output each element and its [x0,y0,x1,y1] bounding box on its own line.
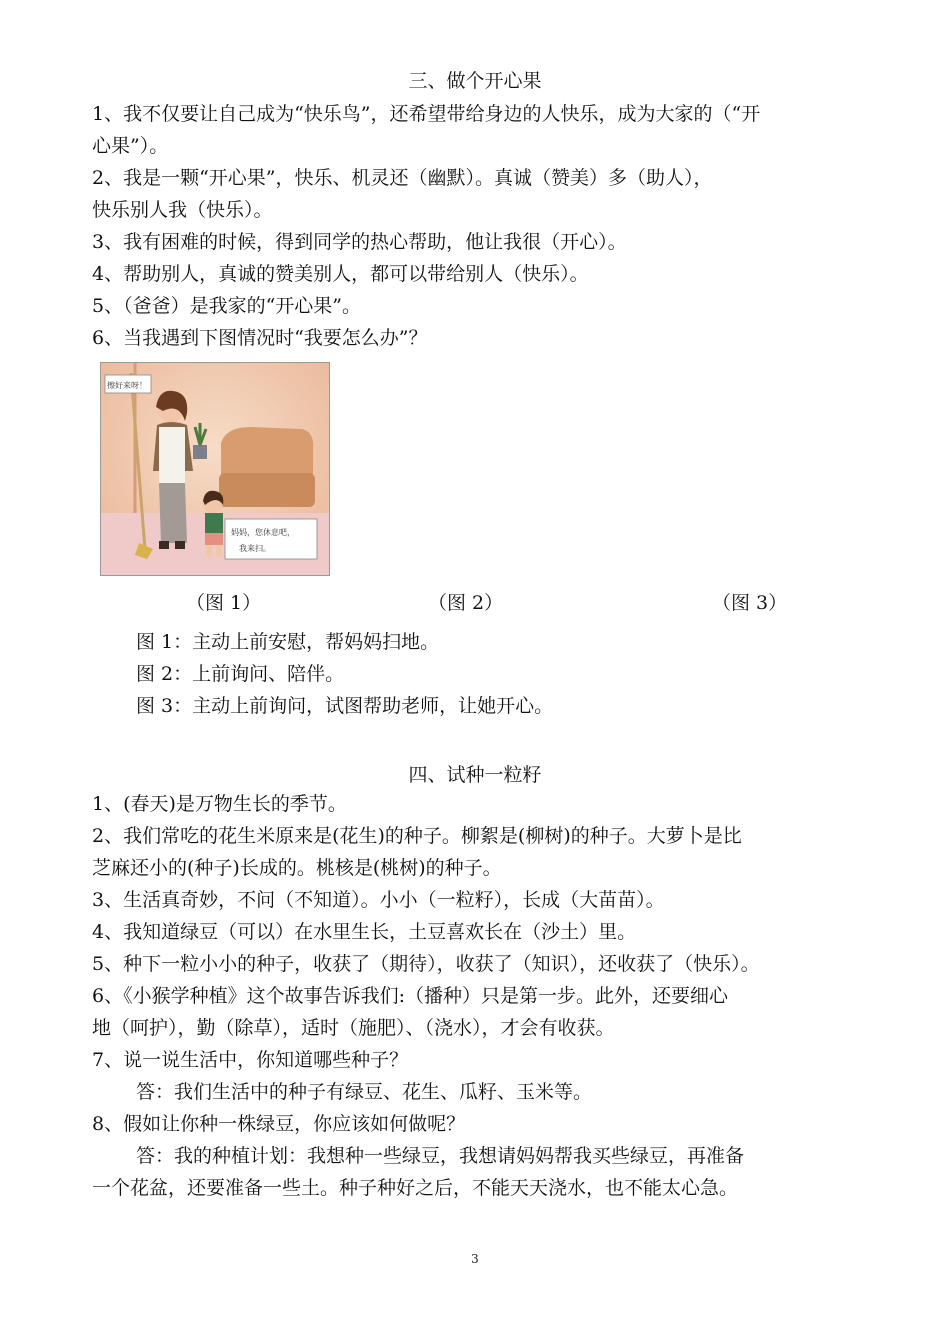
text-line: 6、当我遇到下图情况时“我要怎么办”？ [92,327,428,349]
bubble-text-bottom-2: 我来扫。 [239,544,271,553]
text-line: 5、种下一粒小小的种子，收获了（期待），收获了（知识），还收获了（快乐）。 [92,953,760,975]
text-line: 8、假如让你种一株绿豆，你应该如何做呢？ [92,1113,466,1135]
figure-caption-1: （图 1） [186,592,262,614]
text-line: 地（呵护），勤（除草），适时（施肥）、（浇水），才会有收获。 [92,1017,615,1039]
answer-line: 图 3：主动上前询问，试图帮助老师，让她开心。 [136,695,554,717]
illustration-drawing [101,363,329,575]
text-line: 芝麻还小的(种子)长成的。桃核是(桃树)的种子。 [92,857,502,879]
figure-caption-3: （图 3） [712,592,788,614]
text-line: 快乐别人我（快乐）。 [92,199,273,221]
section-title: 三、做个开心果 [408,70,542,92]
answer-line: 答：我们生活中的种子有绿豆、花生、瓜籽、玉米等。 [136,1081,593,1103]
bubble-text-top: 擦好来呀！ [107,381,147,390]
text-line: 7、说一说生活中，你知道哪些种子？ [92,1049,409,1071]
page-number: 3 [471,1252,479,1266]
text-line: 3、我有困难的时候，得到同学的热心帮助，他让我很（开心）。 [92,231,627,253]
text-line: 一个花盆，还要准备一些土。种子种好之后，不能天天浇水，也不能太心急。 [92,1177,739,1199]
text-line: 4、我知道绿豆（可以）在水里生长，土豆喜欢长在（沙土）里。 [92,921,637,943]
answer-line: 答：我的种植计划：我想种一些绿豆，我想请妈妈帮我买些绿豆，再准备 [136,1145,745,1167]
text-line: 4、帮助别人，真诚的赞美别人，都可以带给别人（快乐）。 [92,263,589,285]
answer-line: 图 2：上前询问、陪伴。 [136,663,345,685]
text-line: 2、我是一颗“开心果”，快乐、机灵还（幽默）。真诚（赞美）多（助人）， [92,167,713,189]
text-line: 1、(春天)是万物生长的季节。 [92,793,347,815]
section-title: 四、试种一粒籽 [408,764,542,786]
figure-caption-2: （图 2） [428,592,504,614]
text-line: 6、《小猴学种植》这个故事告诉我们:（播种）只是第一步。此外，还要细心 [92,985,728,1007]
text-line: 心果”）。 [92,135,169,157]
answer-line: 图 1：主动上前安慰，帮妈妈扫地。 [136,631,440,653]
text-line: 2、我们常吃的花生米原来是(花生)的种子。柳絮是(柳树)的种子。大萝卜是比 [92,825,742,847]
bubble-text-bottom-1: 妈妈，您休息吧， [231,528,295,537]
illustration-figure-1 [100,362,330,576]
text-line: 5、（爸爸）是我家的“开心果”。 [92,295,362,317]
text-line: 1、我不仅要让自己成为“快乐鸟”，还希望带给身边的人快乐，成为大家的（“开 [92,103,761,125]
text-line: 3、生活真奇妙，不问（不知道）。小小（一粒籽），长成（大苗苗）。 [92,889,665,911]
